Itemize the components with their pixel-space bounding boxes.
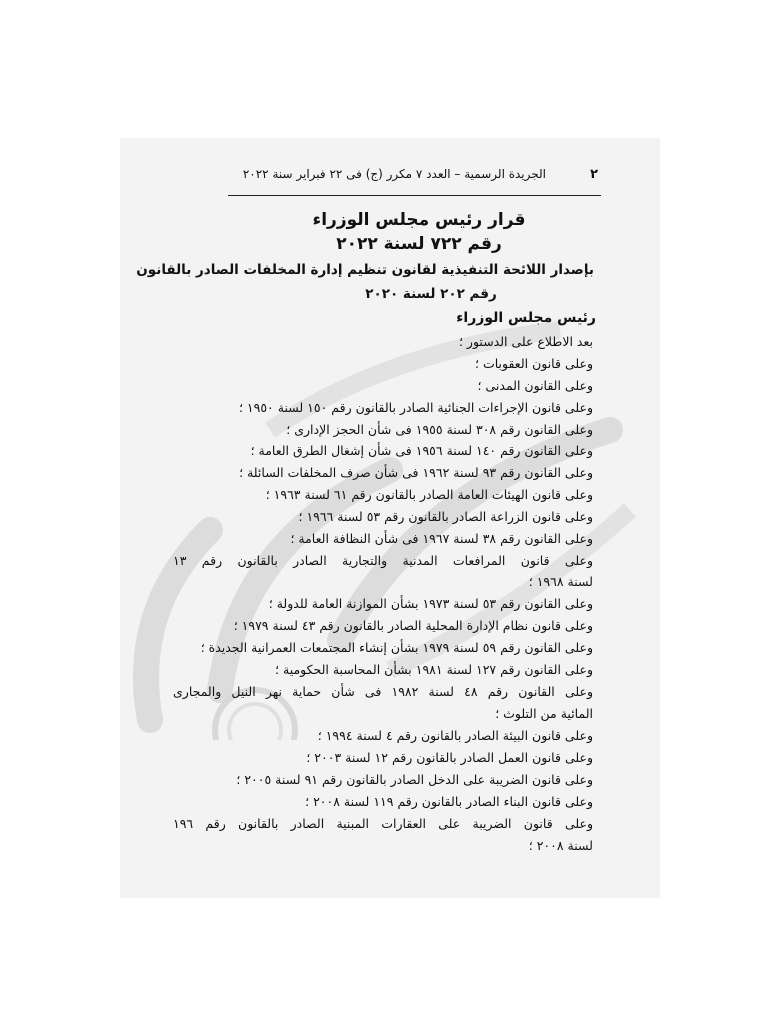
preamble-clause: وعلى قانون الهيئات العامة الصادر بالقانون رقم ٦١ لسنة ١٩٦٣ ؛ xyxy=(265,487,593,502)
preamble-clause-continuation: لسنة ٢٠٠٨ ؛ xyxy=(528,838,593,853)
decree-title: قرار رئيس مجلس الوزراء xyxy=(312,210,526,230)
preamble-clause: وعلى قانون الزراعة الصادر بالقانون رقم ٥٣ لسنة ١٩٦٦ ؛ xyxy=(298,509,593,524)
preamble-clause: وعلى القانون رقم ٩٣ لسنة ١٩٦٢ فى شأن صرف المخلفات السائلة ؛ xyxy=(239,465,593,480)
preamble-clause: وعلى قانون البيئة الصادر بالقانون رقم ٤ لسنة ١٩٩٤ ؛ xyxy=(317,728,593,743)
preamble-clause: وعلى قانون البناء الصادر بالقانون رقم ١١٩ لسنة ٢٠٠٨ ؛ xyxy=(305,794,593,809)
preamble-clause: وعلى القانون رقم ١٢٧ لسنة ١٩٨١ بشأن المحاسبة الحكومية ؛ xyxy=(275,662,593,677)
preamble-clause: وعلى القانون المدنى ؛ xyxy=(477,378,593,393)
decree-number: رقم ٧٢٢ لسنة ٢٠٢٢ xyxy=(336,234,502,254)
preamble-clause: وعلى القانون رقم ٤٨ لسنة ١٩٨٢ فى شأن حماية نهر النيل والمجارى xyxy=(173,684,593,699)
preamble-clause: وعلى القانون رقم ٥٩ لسنة ١٩٧٩ بشأن إنشاء المجتمعات العمرانية الجديدة ؛ xyxy=(200,640,593,655)
running-head: الجريدة الرسمية – العدد ٧ مكرر (ج) فى ٢٢ فبراير سنة ٢٠٢٢ xyxy=(242,167,546,181)
section-heading: رئيس مجلس الوزراء xyxy=(456,310,596,326)
page-number: ٢ xyxy=(590,167,598,182)
preamble-clause: بعد الاطلاع على الدستور ؛ xyxy=(458,334,593,349)
preamble-clause: وعلى القانون رقم ١٤٠ لسنة ١٩٥٦ فى شأن إشغال الطرق العامة ؛ xyxy=(250,443,593,458)
preamble-clause-continuation: المائية من التلوث ؛ xyxy=(495,706,593,721)
preamble-clause: وعلى قانون المرافعات المدنية والتجارية الصادر بالقانون رقم ١٣ xyxy=(173,553,593,568)
preamble-clause: وعلى القانون رقم ٣٠٨ لسنة ١٩٥٥ فى شأن الحجز الإدارى ؛ xyxy=(286,422,593,437)
preamble-clause: وعلى قانون الإجراءات الجنائية الصادر بالقانون رقم ١٥٠ لسنة ١٩٥٠ ؛ xyxy=(238,400,593,415)
preamble-clause: وعلى قانون الضريبة على العقارات المبنية الصادر بالقانون رقم ١٩٦ xyxy=(173,816,593,831)
preamble-clause-continuation: لسنة ١٩٦٨ ؛ xyxy=(528,574,593,589)
preamble-clause: وعلى قانون العقوبات ؛ xyxy=(475,356,593,371)
decree-subject-line-1: بإصدار اللائحة التنفيذية لقانون تنظيم إدارة المخلفات الصادر بالقانون xyxy=(136,262,594,278)
preamble-clause: وعلى قانون العمل الصادر بالقانون رقم ١٢ لسنة ٢٠٠٣ ؛ xyxy=(306,750,593,765)
preamble-clause: وعلى قانون الضريبة على الدخل الصادر بالقانون رقم ٩١ لسنة ٢٠٠٥ ؛ xyxy=(236,772,593,787)
preamble-clause: وعلى القانون رقم ٣٨ لسنة ١٩٦٧ فى شأن النظافة العامة ؛ xyxy=(290,531,593,546)
preamble-clause: وعلى القانون رقم ٥٣ لسنة ١٩٧٣ بشأن الموازنة العامة للدولة ؛ xyxy=(268,596,593,611)
decree-subject-line-2: رقم ٢٠٢ لسنة ٢٠٢٠ xyxy=(365,286,497,302)
preamble-clause: وعلى قانون نظام الإدارة المحلية الصادر بالقانون رقم ٤٣ لسنة ١٩٧٩ ؛ xyxy=(233,618,593,633)
